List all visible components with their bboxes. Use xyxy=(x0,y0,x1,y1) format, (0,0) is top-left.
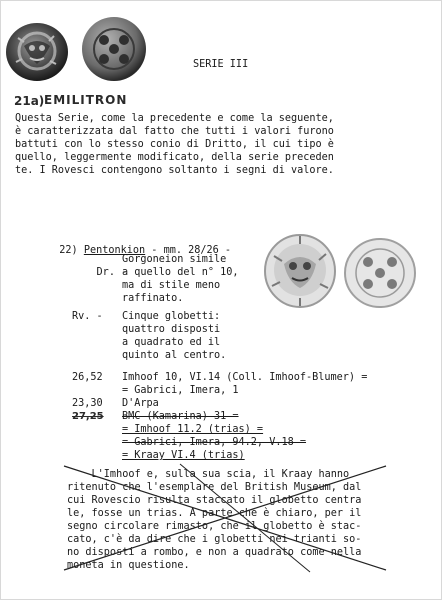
cross-out-mark xyxy=(60,462,390,574)
obverse-line: ma di stile meno xyxy=(122,280,221,291)
handwritten-label: EMILITRON xyxy=(44,93,128,107)
intro-line: Questa Serie, come la precedente e come la seguente, xyxy=(15,113,334,124)
note-line: cui Rovescio risulta staccato il globetto centra xyxy=(67,495,362,506)
ref-text: Imhoof 10, VI.14 (Coll. Imhoof-Blumer) = xyxy=(122,372,368,383)
ref-text: = Imhoof 11.2 (trias) = xyxy=(122,424,264,435)
reverse-line: quinto al centro. xyxy=(122,350,227,361)
ref-text: = Gabrici, Imera, 1 xyxy=(122,385,239,396)
intro-line: è caratterizzata dal fatto che tutti i valori furono xyxy=(15,126,334,137)
obverse-line: a quello del n° 10, xyxy=(122,267,239,278)
reverse-label: Rv. - xyxy=(72,311,103,322)
handwritten-number: 21a) xyxy=(14,94,45,108)
ref-weight: 23,30 xyxy=(72,398,103,409)
intro-line: battuti con lo stesso conio di Dritto, il cui tipo è xyxy=(15,139,334,150)
obverse-line: raffinato. xyxy=(122,293,184,304)
reverse-line: Cinque globetti: xyxy=(122,311,221,322)
coin-obverse-image-top xyxy=(4,18,70,84)
note-line: L'Imhoof e, sulla sua scia, il Kraay hanno xyxy=(67,469,350,480)
coin-reverse-image-top xyxy=(80,15,148,83)
note-line: no disposti a rombo, e non a quadrato come nella xyxy=(67,547,362,558)
coin-reverse-image xyxy=(342,236,418,310)
entry-name: Pentonkion xyxy=(83,245,146,256)
series-title: SERIE III xyxy=(193,59,249,70)
intro-line: te. I Rovesci contengono soltanto i segni di valore. xyxy=(15,165,334,176)
entry-number: 22) xyxy=(59,245,78,256)
intro-paragraph xyxy=(15,112,334,177)
ref-text: BMC (Kamarina) 31 = xyxy=(122,411,239,422)
reverse-line: quattro disposti xyxy=(122,324,221,335)
note-line: segno circolare rimasto, che il globetto è stac- xyxy=(67,521,362,532)
ref-weight: 27,25 xyxy=(72,411,104,422)
obverse-line: Gorgoneion simile xyxy=(122,254,227,265)
note-line: moneta in questione. xyxy=(67,560,190,571)
coin-obverse-image xyxy=(262,232,338,310)
ref-text: = Kraay VI.4 (trias) xyxy=(122,450,245,461)
obverse-label: Dr. - xyxy=(96,267,128,278)
entry-size: - mm. 28/26 - xyxy=(145,245,232,256)
ref-text: = Gabrici, Imera, 94.2, V.18 = xyxy=(122,437,307,448)
note-line: ritenuto che l'esemplare del British Museum, dal xyxy=(67,482,362,493)
ref-text: D'Arpa xyxy=(122,398,159,409)
intro-line: quello, leggermente modificato, della serie preceden xyxy=(15,152,334,163)
ref-weight: 26,52 xyxy=(72,372,103,383)
note-line: le, fosse un trias. A parte che è chiaro, per il xyxy=(67,508,362,519)
reverse-text xyxy=(122,310,226,362)
obverse-description xyxy=(72,253,127,292)
obverse-text xyxy=(122,253,239,305)
reverse-line: a quadrato ed il xyxy=(122,337,221,348)
note-line: cato, c'è da dire che i globetti nei trianti so- xyxy=(67,534,362,545)
